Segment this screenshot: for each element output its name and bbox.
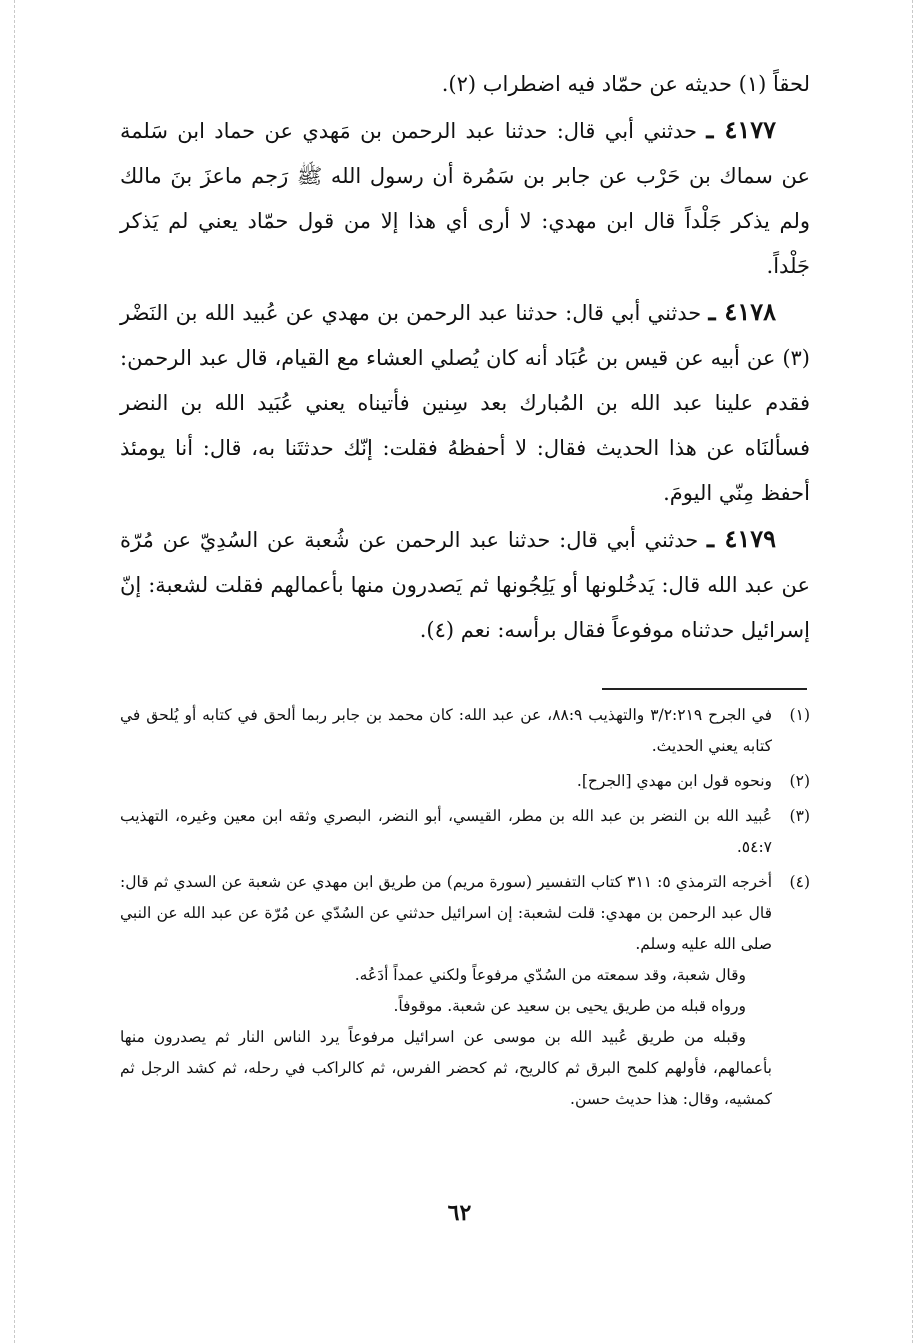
footnote-number: (١) (789, 706, 810, 724)
footnote-number: (٢) (789, 772, 810, 790)
scan-edge-left (14, 0, 15, 1343)
footnote-body (120, 867, 772, 1115)
hadith-number: ٤١٧٩ ـ (706, 524, 776, 553)
hadith-text: حدثني أبي قال: حدثنا عبد الرحمن بن مهدي عن عُبيد الله بن النَضْر (٣) عن أبيه عن قيس بن عُبَاد أنه كان يُصلي العشاء مع القيام، قال عبد الرحمن: فقدم علينا عبد الله بن المُبارك بعد سِنين فأتيناه يعني عُبَيد الله بن النضر فسألنَاه عن هذا الحديث فقال: لا أحفظهُ فقلت: إنّك حدثتَنا به، قال: أنا يومئذ أحفظ مِنّي اليومَ. (120, 301, 810, 505)
hadith-4178 (120, 289, 810, 516)
footnote-body (120, 700, 772, 762)
footnote-line: عُبيد الله بن النضر بن عبد الله بن مطر، القيسي، أبو النضر، البصري وثقه ابن معين وغيره، التهذيب ٥٤:٧. (120, 807, 772, 856)
hadith-4177 (120, 107, 810, 289)
footnote-line: وقال شعبة، وقد سمعته من السُدّي مرفوعاً ولكني عمداً أدَعُه. (354, 966, 746, 984)
footnote-number: (٣) (789, 807, 810, 825)
footnote-line: ورواه قبله من طريق يحيى بن سعيد عن شعبة. موقوفاً. (393, 997, 746, 1015)
scan-edge-right (912, 0, 913, 1343)
hadith-number: ٤١٧٧ ـ (706, 115, 776, 144)
hadith-number: ٤١٧٨ ـ (708, 297, 776, 326)
hadith-4179 (120, 516, 810, 653)
hadith-text: حدثني أبي قال: حدثنا عبد الرحمن عن شُعبة عن السُدِيّ عن مُرّة عن عبد الله قال: يَدخُلونها أو يَلِجُونها ثم يَصدرون منها بأعمالهم فقلت لشعبة: إنّ إسرائيل حدثناه موفوعاً فقال برأسه: نعم (٤). (120, 528, 810, 642)
footnote-line: وقبله من طريق عُبيد الله بن موسى عن اسرائيل مرفوعاً يرد الناس النار ثم يصدرون منها بأعمالهم، فأولهم كلمح البرق ثم كالريح، ثم كحضر الفرس، ثم كالراكب في رحله، ثم كشد الرجل ثم كمشيه، وقال: هذا حديث حسن. (120, 1028, 772, 1108)
footnote-separator (602, 688, 807, 690)
footnote-body (120, 801, 772, 863)
footnote-number: (٤) (789, 873, 810, 891)
footnote (120, 801, 810, 863)
footnote-body (120, 766, 772, 797)
footnotes (120, 700, 810, 1119)
footnote (120, 867, 810, 1115)
footnote (120, 766, 810, 797)
main-text (120, 62, 810, 653)
page-number: ٦٢ (447, 1200, 472, 1226)
hadith-text: حدثني أبي قال: حدثنا عبد الرحمن بن مَهدي عن حماد ابن سَلمة عن سماك بن حَرْب عن جابر بن سَمُرة أن رسول الله ﷺ رَجم ماعزَ بنَ مالك ولم يذكر جَلْداً قال ابن مهدي: لا أرى أي هذا إلا من قول حمّاد يعني لم يَذكر جَلْداً. (120, 119, 810, 278)
footnote-line: أخرجه الترمذي ٥: ٣١١ كتاب التفسير (سورة مريم) من طريق ابن مهدي عن شعبة عن السدي ثم قال: قال عبد الرحمن بن مهدي: قلت لشعبة: إن اسرائيل حدثني عن السُدّي عن مُرّة عن عبد الله عن النبي صلى الله عليه وسلم. (120, 873, 772, 953)
footnote-line: في الجرح ٣/٢:٢١٩ والتهذيب ٨٨:٩، عن عبد الله: كان محمد بن جابر ربما ألحق في كتابه أو يُلحق في كتابه يعني الحديث. (120, 706, 772, 755)
footnote (120, 700, 810, 762)
paragraph-continuation: لحقاً (١) حديثه عن حمّاد فيه اضطراب (٢). (441, 72, 810, 96)
footnote-line: ونحوه قول ابن مهدي [الجرح]. (576, 772, 772, 790)
